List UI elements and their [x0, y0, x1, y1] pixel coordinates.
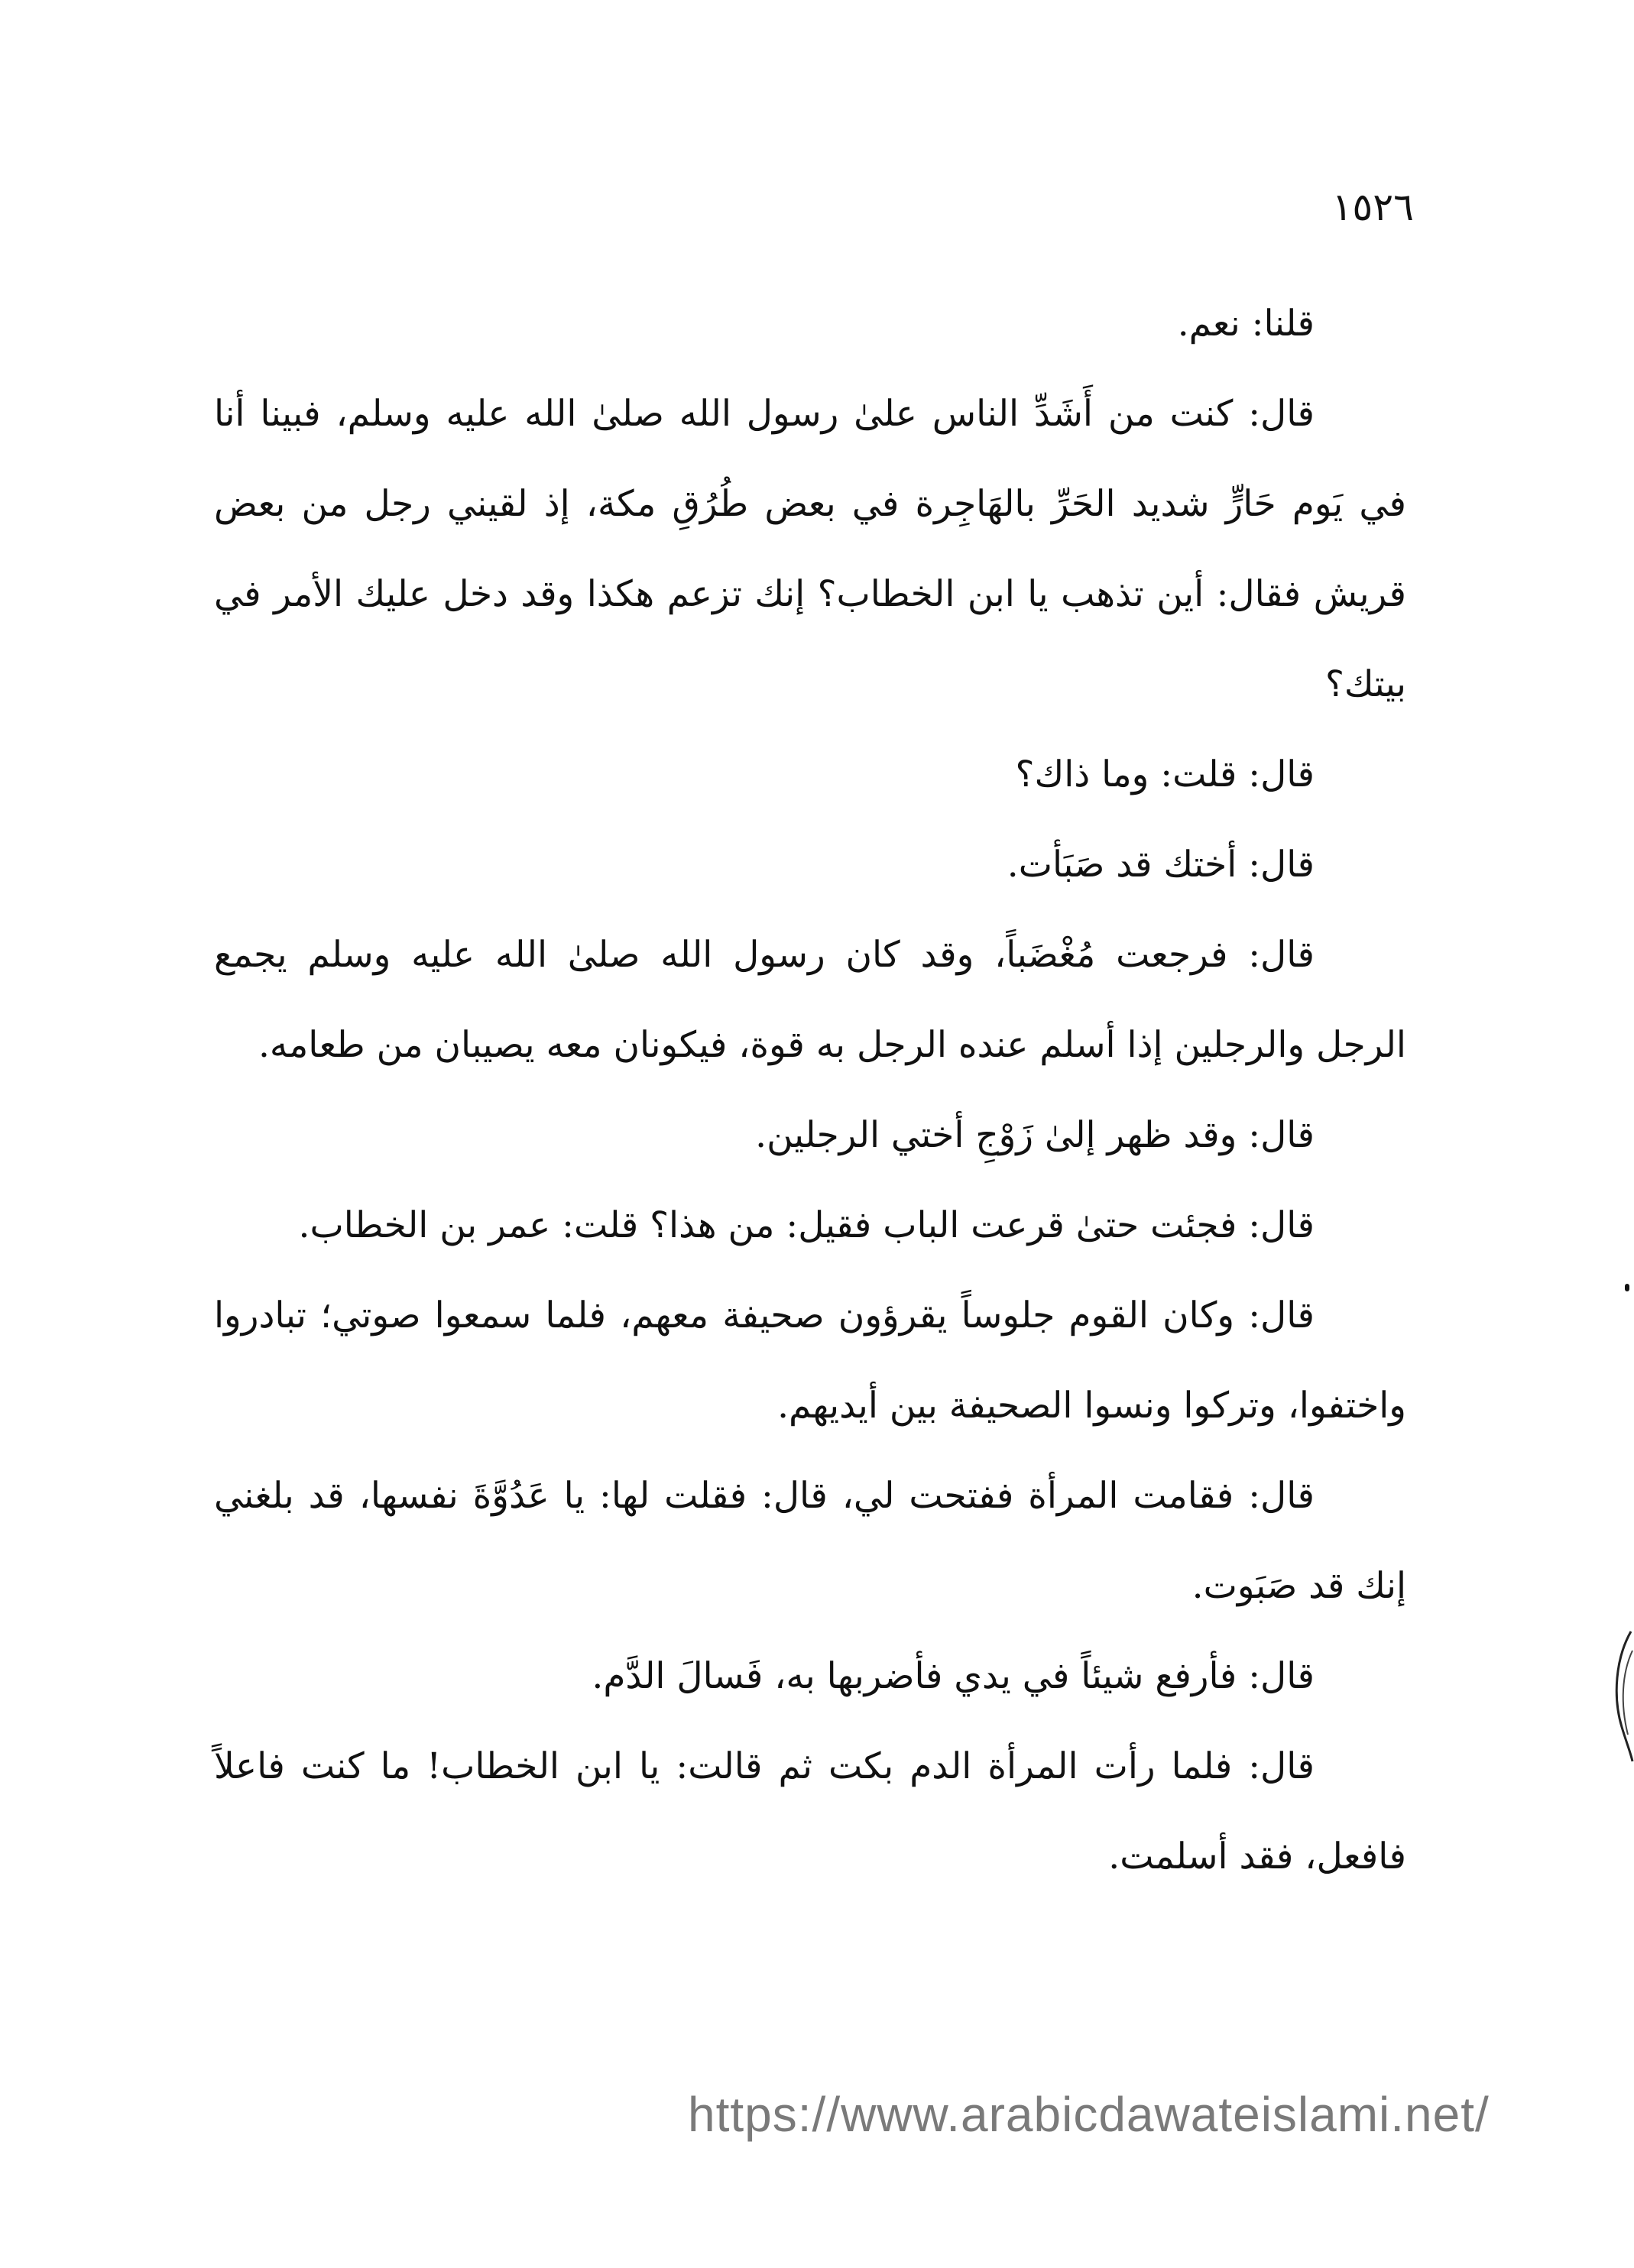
paragraph-1: قلنا: نعم.	[1177, 303, 1315, 345]
scan-edge-dot	[1625, 1284, 1629, 1291]
paragraph-4: قال: أختك قد صَبَأت.	[1007, 844, 1315, 886]
paragraph-5: قال: فرجعت مُغْضَباً، وقد كان رسول الله صلىٰ الله عليه وسلم يجمع الرجل والرجلين إذا أسلم عنده الرجل به قوة، فيكونان معه يصيبان من طعامه.	[214, 934, 1406, 1066]
paragraph-11: قال: فلما رأت المرأة الدم بكت ثم قالت: يا ابن الخطاب! ما كنت فاعلاً فافعل، فقد أسلمت.	[214, 1745, 1406, 1878]
page-number: ١٥٢٦	[1331, 185, 1414, 229]
body-text	[214, 279, 1406, 1902]
paragraph-9: قال: فقامت المرأة ففتحت لي، قال: فقلت لها: يا عَدُوَّةَ نفسها، قد بلغني إنك قد صَبَوت.	[214, 1475, 1406, 1607]
paragraph-6: قال: وقد ظهر إلىٰ زَوْجِ أختي الرجلين.	[755, 1114, 1315, 1156]
paragraph-2: قال: كنت من أَشَدِّ الناس علىٰ رسول الله صلىٰ الله عليه وسلم، فبينا أنا في يَوم حَارٍّ شديد الحَرِّ بالهَاجِرة في بعض طُرُقِ مكة، إذ لقيني رجل من بعض قريش فقال: أين تذهب يا ابن الخطاب؟ إنك تزعم هكذا وقد دخل عليك الأمر في بيتك؟	[214, 393, 1406, 705]
paragraph-7: قال: فجئت حتىٰ قرعت الباب فقيل: من هذا؟ قلت: عمر بن الخطاب.	[298, 1204, 1315, 1246]
paragraph-3: قال: قلت: وما ذاك؟	[1015, 753, 1315, 795]
paragraph-8: قال: وكان القوم جلوساً يقرؤون صحيفة معهم، فلما سمعوا صوتي؛ تبادروا واختفوا، وتركوا ونسوا الصحيفة بين أيديهم.	[214, 1294, 1406, 1427]
scan-edge-mark	[1608, 1628, 1634, 1765]
paragraph-10: قال: فأرفع شيئاً في يدي فأضربها به، فَسالَ الدَّم.	[592, 1655, 1315, 1697]
watermark-url: https://www.arabicdawateislami.net/	[688, 2087, 1490, 2142]
